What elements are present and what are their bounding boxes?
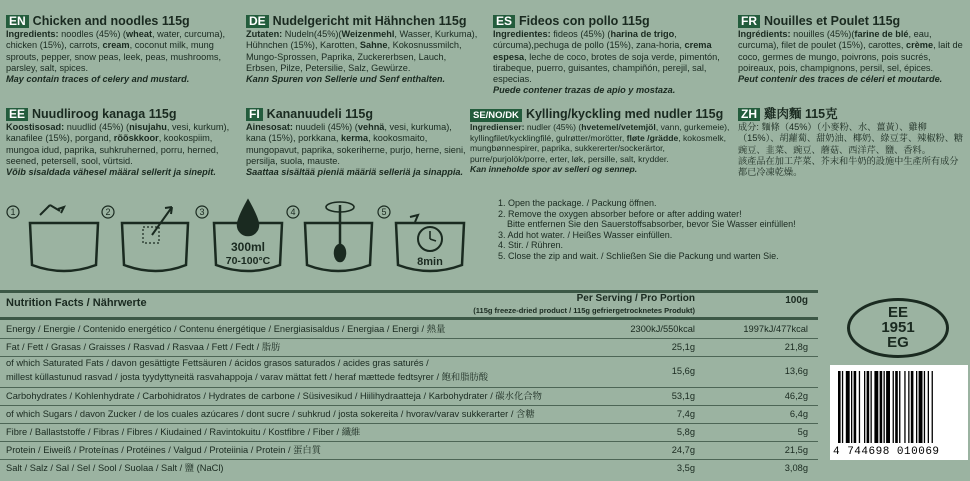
lang-badge-en: EN [6,15,29,28]
nutrition-row-carbohydrates: Carbohydrates / Kohlenhydrate / Carbohidratos / Hydrates de carbone / Süsivesikud / Hiilihydraatteja / Karbohydrater / 碳水化合物 53,1g 46,2g [6,391,808,401]
title-zh: 雞肉麵 115克 [764,107,838,121]
lang-badge-se: SE/NO/DK [470,109,522,122]
per-serving-header: Per Serving / Pro Portion [576,293,695,304]
stir-icon [287,202,372,271]
nutrition-row-protein: Protein / Eiweiß / Proteínas / Protéines / Valgud / Proteiinia / Protein / 蛋白質 24,7g 21,5g [6,445,808,455]
title-en: Chicken and noodles 115g [32,14,190,28]
ingredients-se: SE/NO/DK Kylling/kyckling med nudler 115g Ingredienser: nudler (45%) (hvetemel/vetemjöl, vann, gurkemeie), kyllingfilet/kycklingfilé, gulrøtter/morötter, fløte /grädde, kokosmelk, mungbønnespirer, paprika, sukkererter/sockerärtor, purre/purjolök/porre, erter, løk, persille, salt, krydder. Kan inneholde spor av selleri og sennep. [470,107,730,175]
open-package-icon [7,205,98,271]
preparation-icons [0,195,480,285]
ingredients-es: ES Fideos con pollo 115g Ingredientes: fideos (45%) (harina de trigo, cúrcuma),pechuga de pollo (15%), zana-horia, crema espesa, leche de coco, brotes de soja verde, pimentón, tirabeque, puerro, guisantes, champiñón, perejil, sal, especias. Puede contener trazas de apio y mostaza. [493,14,720,96]
lang-badge-zh: ZH [738,108,760,121]
allergen-note-fr: Peut contenir des traces de céleri et moutarde. [738,74,943,85]
nutrition-row-saturated: of which Saturated Fats / davon gesättigte Fettsäuren / ácidos grasos saturados / acides gras saturés / millest küllastunud rasvad / josta tyydyttyneitä rasvahappoja / varav mättat fett / heraf mættede fedtsyrer / 飽和脂肪酸 15,6g 13,6g [6,358,808,382]
allergen-note-de: Kann Spuren von Sellerie und Senf enthalten. [246,74,446,85]
nutrition-row-fat: Fat / Fett / Grasas / Graisses / Rasvad / Rasvaa / Fett / Fedt / 脂肪 25,1g 21,8g [6,342,808,352]
nutrition-row-salt: Salt / Salz / Sal / Sel / Sool / Suolaa / Salt / 鹽 (NaCl) 3,5g 3,08g [6,463,808,473]
allergen-note-en: May contain traces of celery and mustard. [6,74,190,85]
lang-badge-es: ES [493,15,515,28]
nutrition-title: Nutrition Facts / Nährwerte [6,297,147,309]
allergen-note-ee: Võib sisaldada vähesel määral sellerit ja sinepit. [6,167,216,178]
wait-time: 8min [417,256,443,268]
step-line: 1. Open the package. / Packung öffnen. [498,198,657,208]
per-serving-subheader: (115g freeze-dried product / 115g gefriergetrocknetes Produkt) [473,306,695,315]
step-line: 2. Remove the oxygen absorber before or after adding water! [498,208,742,219]
title-ee: Nuudliroog kanaga 115g [32,107,177,121]
step-number-1: 1 [10,207,16,217]
ingredients-en: EN Chicken and noodles 115g Ingredients: noodles (45%) (wheat, water, curcuma), chicken (15%), carrots, cream, coconut milk, mung sprouts, pepper, snow peas, leek, peas, mushrooms, parsley, salt, spices. May contain traces of celery and mustard. [6,14,226,85]
ingredients-ee: EE Nuudliroog kanaga 115g Koostisosad: nuudlid (45%) (nisujahu, vesi, kurkum), kanafilee (15%), porgand, rõõskkoor, kookospiim, mungoa idud, paprika, suhkruherned, porru, herned, seened, petersell, sool, vürtsid. Võib sisaldada vähesel määral sellerit ja sinepit. [6,107,230,178]
ingredients-fr: FR Nouilles et Poulet 115g Ingrédients: nouilles (45%)(farine de blé, eau, curcuma), filet de poulet (15%), carottes, crème, lait de coco, germes de mungo, poivrons, pois sucrés, poireaux, pois, champignons, persil, sel, épices. Peut contenir des traces de céleri et moutarde. [738,14,963,85]
title-fi: Kananuudeli 115g [266,107,373,121]
allergen-note-se: Kan inneholde spor av selleri og sennep. [470,164,638,175]
remove-absorber-icon [102,206,188,271]
lang-badge-fi: FI [246,108,263,121]
allergen-note-fi: Saattaa sisältää pieniä määriä selleriä ja sinappia. [246,167,464,178]
title-fr: Nouilles et Poulet 115g [764,14,901,28]
lang-badge-ee: EE [6,108,28,121]
nutrition-row-fibre: Fibre / Ballaststoffe / Fibras / Fibres / Kiudained / Ravintokuitu / Kostfibre / Fiber / 纖維 5,8g 5g [6,427,808,437]
step-number-2: 2 [105,207,111,217]
eu-health-mark: EE 1951 EG [847,298,949,358]
ingredients-de: DE Nudelgericht mit Hähnchen 115g Zutaten: Nudeln(45%)(Weizenmehl, Wasser, Kurkuma), Hühnchen (15%), Karotten, Sahne, Kokosnussmilch, Mungo-Sprossen, Paprika, Zuckererbsen, Lauch, Erbsen, Pilze, Petersilie, Salz, Gewürze. Kann Spuren von Sellerie und Senf enthalten. [246,14,478,85]
allergen-note-zh: 該產品在加工芹菜、芥末和牛奶的設施中生產所有成分都已冷凍乾燥。 [738,155,959,178]
preparation-steps [498,198,796,262]
title-es: Fideos con pollo 115g [519,14,650,28]
allergen-note-es: Puede contener trazas de apio y mostaza. [493,85,676,96]
ingredients-fi: FI Kananuudeli 115g Ainesosat: nuudeli (45%) (vehnä, vesi, kurkuma), kana (15%), porkkana, kerma, kookosmaito, mungopavut, paprika, sokeriherne, purjo, herne, sieni, persilja, suola, mauste. Saattaa sisältää pieniä määriä selleriä ja sinappia. [246,107,466,178]
barcode-number: 4 744698 010069 [833,446,940,458]
title-se: Kylling/kyckling med nudler 115g [525,107,724,121]
lang-badge-fr: FR [738,15,760,28]
step-number-3: 3 [199,207,205,217]
water-amount: 300ml [230,240,266,254]
step-line: Bitte entfernen Sie den Sauerstoffsabsorber, bevor Sie Wasser einfüllen! [507,219,796,230]
ingredients-zh: ZH 雞肉麵 115克 成分: 麵條（45%）（小麥粉、水、薑黃）、雞柳（15%）、胡蘿蔔、甜奶油、椰奶、綠豆芽、辣椒粉、糖豌豆、韭菜、豌豆、蘑菇、西洋芹、鹽、香料。 該產品在加工芹菜、芥末和牛奶的設施中生產所有成分都已冷凍乾燥。 [738,107,964,178]
lang-badge-de: DE [246,15,269,28]
per-100g-header: 100g [785,295,808,306]
nutrition-row-sugars: of which Sugars / davon Zucker / de los cuales azúcares / dont sucre / suhkrud / josta sokereita / hvorav/varav sukkerarter / 含糖 7,4g 6,4g [6,409,808,419]
step-line: 5. Close the zip and wait. / Schließen Sie die Packung und warten Sie. [498,250,779,261]
title-de: Nudelgericht mit Hähnchen 115g [272,14,467,28]
water-temp: 70-100°C [225,255,271,267]
step-line: 3. Add hot water. / Heißes Wasser einfüllen. [498,229,673,240]
step-number-4: 4 [290,207,296,217]
nutrition-row-energy: Energy / Energie / Contenido energético / Contenu énergétique / Energiasisaldus / Energiaa / Energi / 熱量 2300kJ/550kcal 1997kJ/477kcal [6,324,808,334]
step-line: 4. Stir. / Rühren. [498,240,564,251]
step-number-5: 5 [381,207,387,217]
barcode-bars-icon [830,365,968,445]
